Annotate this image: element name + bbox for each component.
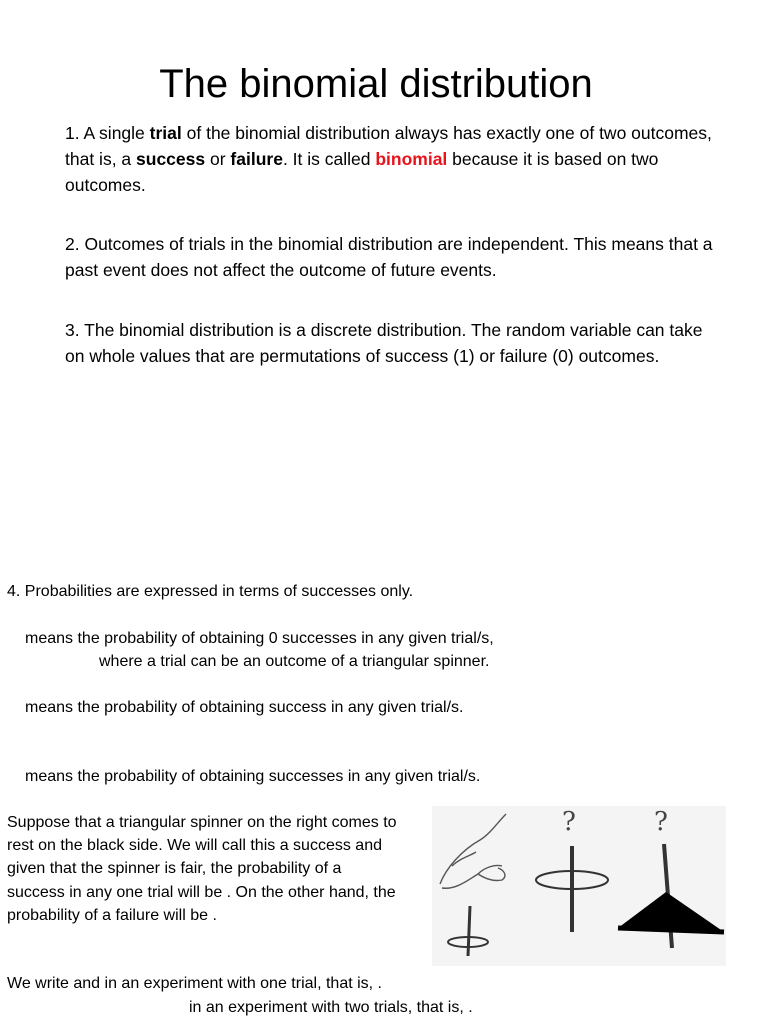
point-1-text: 1. A single xyxy=(65,123,150,143)
point-1-text: or xyxy=(205,149,231,169)
point-1-text: because it is based on two outcomes. xyxy=(65,149,659,195)
means-line-1-continued: where a trial can be an outcome of a triangular spinner. xyxy=(99,653,490,670)
spinner-1-stick xyxy=(468,906,470,956)
question-mark-icon: ? xyxy=(654,807,668,837)
term-trial: trial xyxy=(149,123,182,143)
term-success: success xyxy=(136,149,206,169)
term-failure: failure xyxy=(230,149,283,169)
point-1 xyxy=(65,120,725,198)
means-line-2: means the probability of obtaining success in any given trial/s. xyxy=(25,699,464,716)
point-4: 4. Probabilities are expressed in terms of successes only. xyxy=(7,583,414,600)
spinner-drawing xyxy=(432,806,726,966)
term-binomial: binomial xyxy=(375,149,448,169)
point-1-text: of the binomial distribution always has exactly one of two outcomes, that is, a xyxy=(65,123,712,169)
illustration-background xyxy=(432,806,726,966)
means-line-1: means the probability of obtaining 0 successes in any given trial/s, xyxy=(25,630,494,647)
point-3: 3. The binomial distribution is a discrete distribution. The random variable can take on whole values that are permutations of success (1) or failure (0) outcomes. xyxy=(65,320,703,366)
point-1-text: . It is called xyxy=(282,149,376,169)
page-title: The binomial distribution xyxy=(159,62,593,106)
question-mark-icon: ? xyxy=(562,807,576,837)
point-2: 2. Outcomes of trials in the binomial distribution are independent. This means that a past event does not affect the outcome of future events. xyxy=(65,234,713,280)
spinner-paragraph: Suppose that a triangular spinner on the right comes to rest on the black side. We will call this a success and given that the spinner is fair, the probability of a success in any one trial will be . On the other hand, the probability of a failure will be . xyxy=(7,814,397,924)
means-line-3: means the probability of obtaining successes in any given trial/s. xyxy=(25,768,481,785)
we-write-line-1: We write and in an experiment with one trial, that is, . xyxy=(7,975,382,992)
spinner-illustration xyxy=(432,806,726,966)
we-write-line-2: in an experiment with two trials, that is, . xyxy=(189,999,473,1016)
